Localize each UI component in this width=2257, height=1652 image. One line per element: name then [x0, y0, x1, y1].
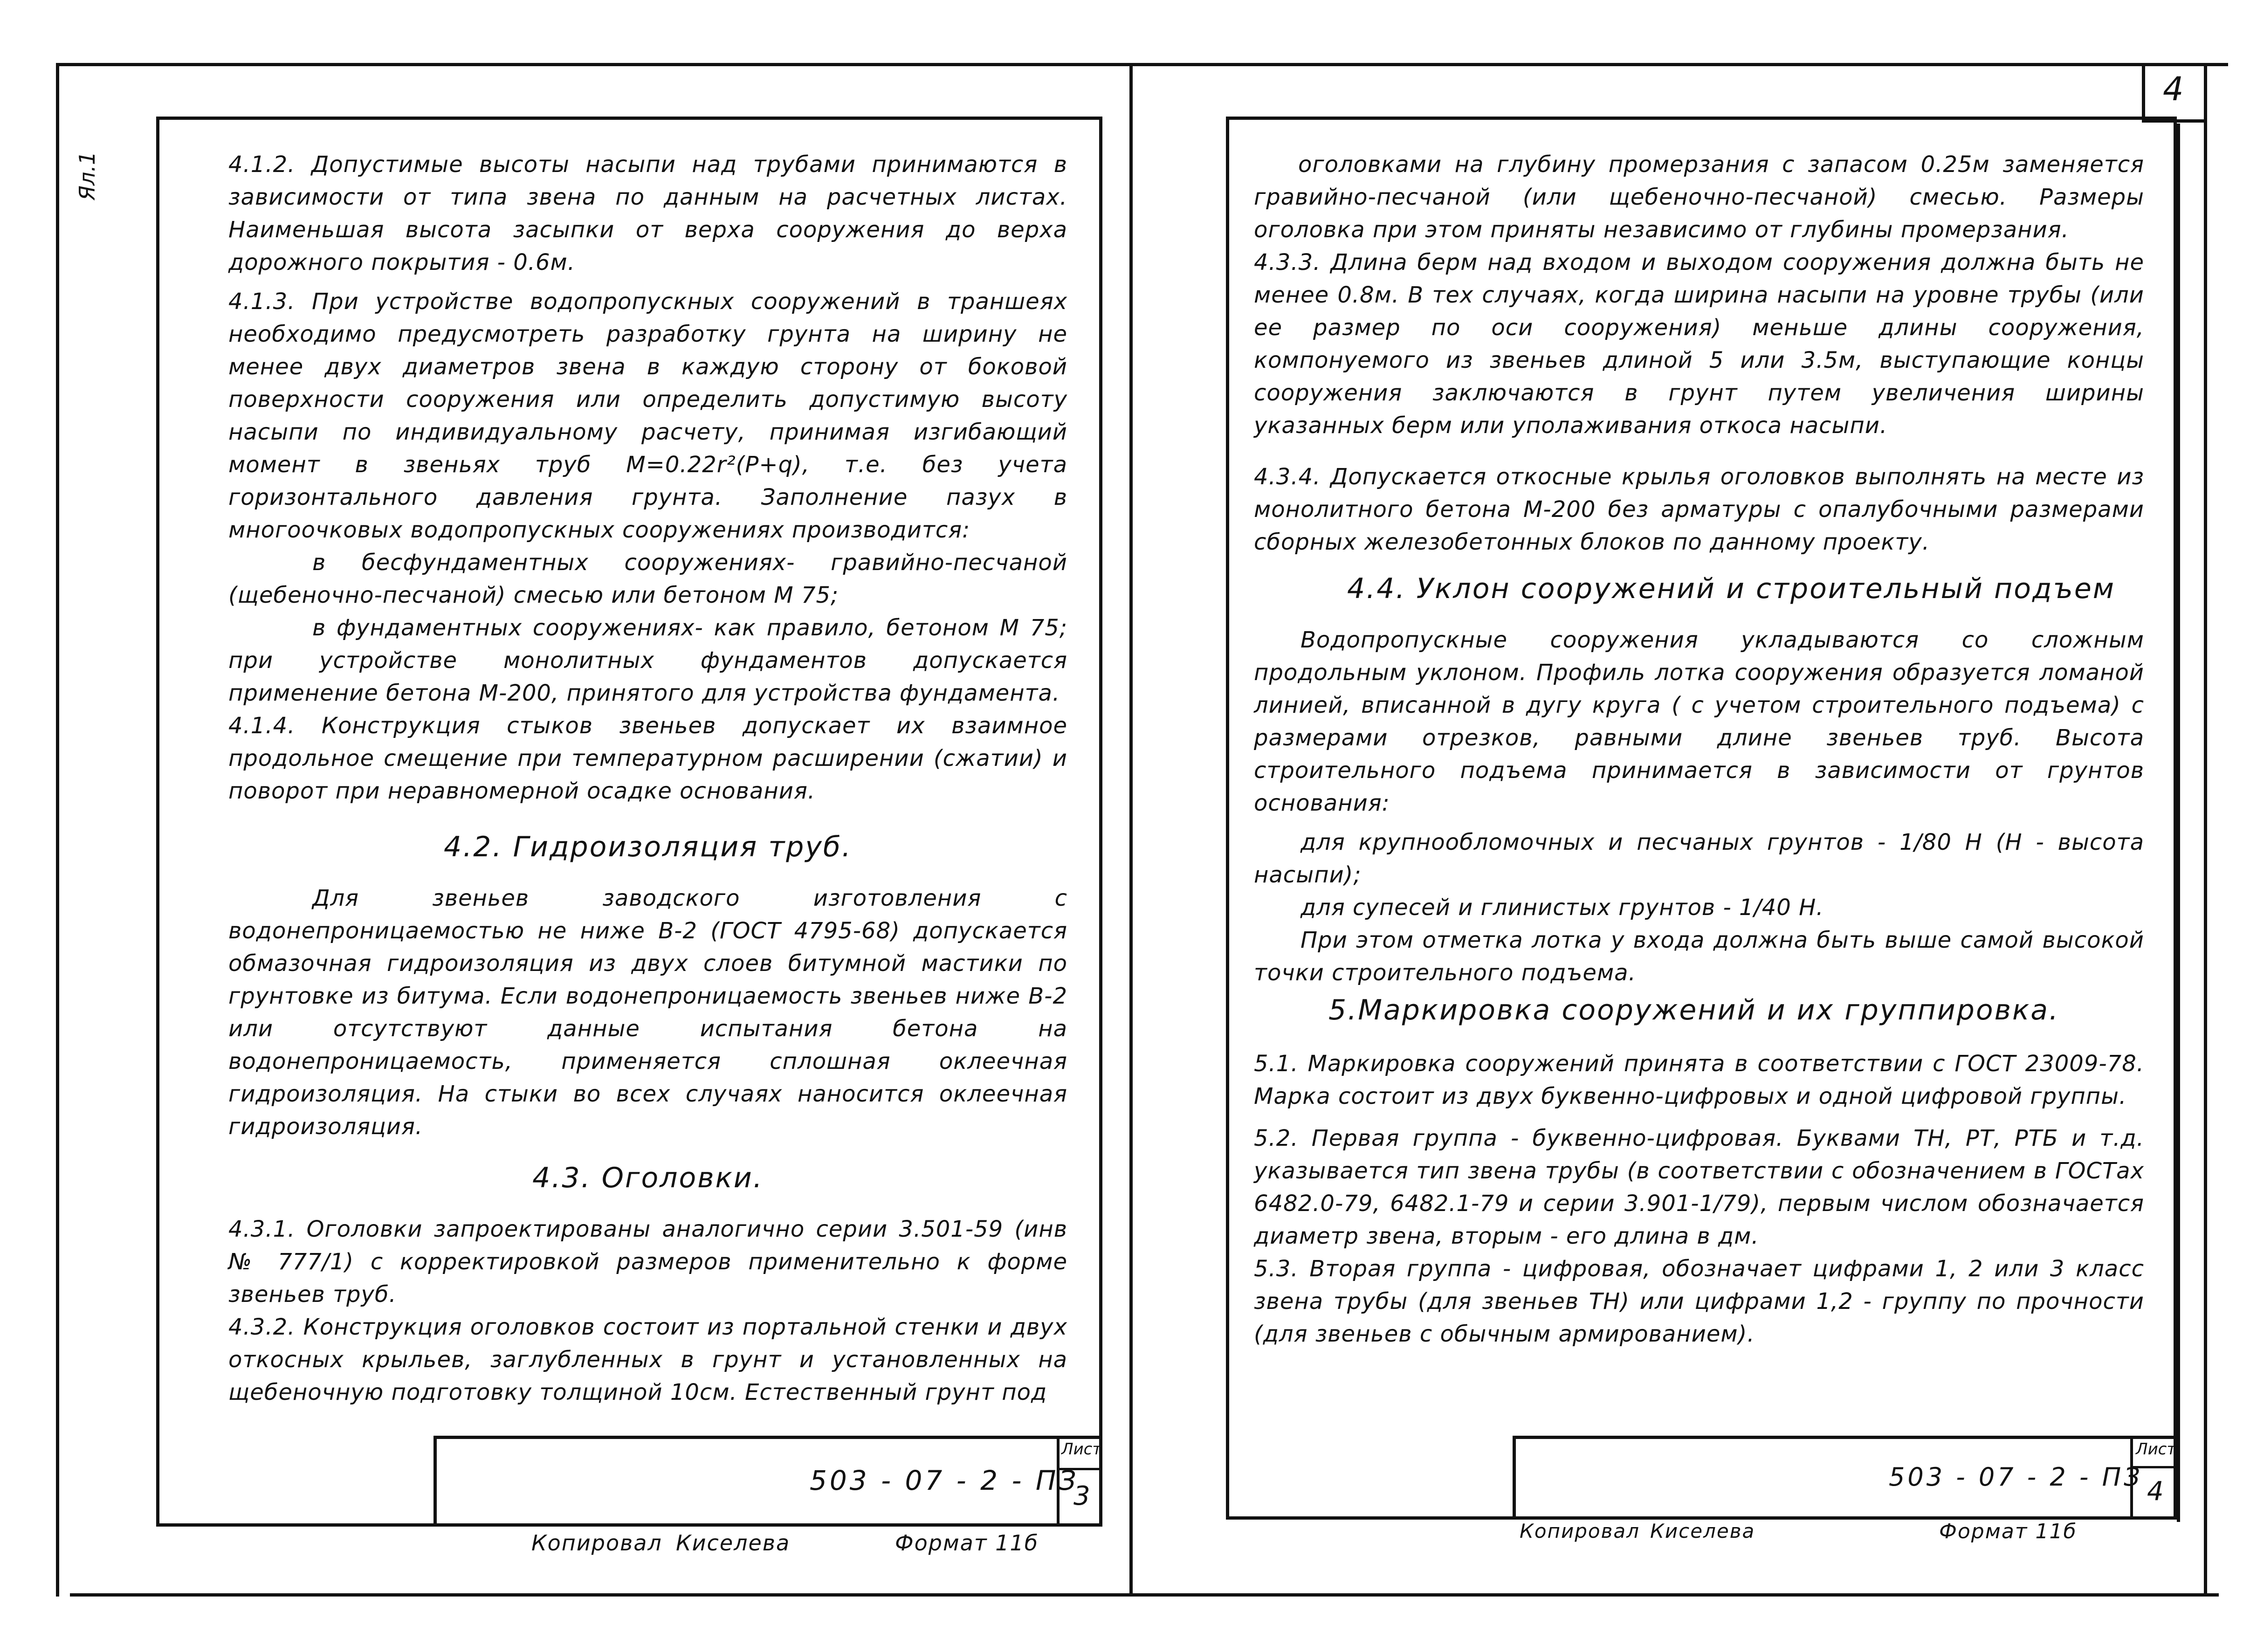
left-footer-copied: Копировал [531, 1530, 662, 1556]
left-footer-format: Формат 11б [895, 1530, 1039, 1556]
right-footer-copied: Копировал [1520, 1520, 1640, 1542]
para-4-3-3: 4.3.3. Длина берм над входом и выходом сооружения должна быть не менее 0.8м. В тех случаях, когда ширина насыпи на уровне трубы (или ее размер по оси сооружения) меньше длины сооружения, компонуемого из звеньев длиной 5 или 3.5м, выступающие концы сооружения заключаются в грунт путем увеличения ширины указанных берм или уполаживания откоса насыпи. [1254, 249, 2144, 439]
side-mark: Ял.1 [75, 151, 100, 200]
left-title-stamp [434, 1436, 1102, 1527]
outer-left-border [56, 63, 59, 1597]
left-sheet-number: 3 [1073, 1481, 1090, 1511]
right-stamp-code: 503 - 07 - 2 - ПЗ [1889, 1462, 2143, 1492]
right-sheet-label: Лист [2136, 1440, 2176, 1459]
left-stamp-code: 503 - 07 - 2 - ПЗ [810, 1465, 1079, 1496]
right-footer-format: Формат 11б [1939, 1520, 2077, 1543]
para-4-1-3: 4.1.3. При устройстве водопропускных сооружений в траншеях необходимо предусмотреть разработку грунта на ширину не менее двух диаметров звена в каждую сторону от боковой поверхности сооружения или определить допустимую высоту насыпи по индивидуальному расчету, принимая изгибающий момент в звеньях труб М=0.22r²(P+q), т.е. без учета горизонтального давления грунта. Заполнение пазух в многоочковых водопропускных сооружениях производится: [228, 289, 1068, 543]
para-4-1-2: 4.1.2. Допустимые высоты насыпи над трубами принимаются в зависимости от типа звена по данным на расчетных листах. Наименьшая высота засыпки от верха сооружения до верха дорожного покрытия - 0.6м. [228, 151, 1067, 275]
heading-4-3: 4.3. Оголовки. [532, 1162, 764, 1194]
right-sheet-divider [2133, 1466, 2177, 1468]
heading-4-4: 4.4. Уклон сооружений и строительный подъем [1347, 572, 2116, 605]
para-4-3-4: 4.3.4. Допускается откосные крылья оголовков выполнять на месте из монолитного бетона М-200 без арматуры с опалубочными размерами сборных железобетонных блоков по данному проекту. [1254, 464, 2144, 555]
outer-top-border [56, 63, 2228, 66]
left-text-block [228, 148, 1067, 1409]
heading-4-2: 4.2. Гидроизоляция труб. [444, 831, 852, 863]
right-title-stamp [1513, 1436, 2177, 1520]
para-5-1: 5.1. Маркировка сооружений принята в соответствии с ГОСТ 23009-78. Марка состоит из двух буквенно-цифровых и одной цифровой группы. [1254, 1051, 2144, 1109]
right-text-block [1254, 148, 2144, 1350]
corner-sheet-number: 4 [2163, 70, 2184, 108]
para-4-3-1: 4.3.1. Оголовки запроектированы аналогично серии 3.501-59 (инв № 777/1) с корректировкой размеров применительно к форме звеньев труб. [228, 1216, 1067, 1308]
para-4-2: Для звеньев заводского изготовления с водонепроницаемостью не ниже В-2 (ГОСТ 4795-68) допускается обмазочная гидроизоляция из двух слоев битумной мастики по грунтовке из битума. Если водонепроницаемость звеньев ниже В-2 или отсутствуют данные испытания бетона на водонепроницаемость, применяется сплошная оклеечная гидроизоляция. На стыки во всех случаях наносится оклеечная гидроизоляция. [228, 885, 1067, 1140]
para-4-1-3-b: в фундаментных сооружениях- как правило, бетоном М 75; при устройстве монолитных фундаментов допускается применение бетона М-200, принятого для устройства фундамента. [228, 615, 1067, 706]
para-4-1-4: 4.1.4. Конструкция стыков звеньев допускает их взаимное продольное смещение при температурном расширении (сжатии) и поворот при неравномерной осадке основания. [228, 713, 1067, 804]
page-divider [1129, 63, 1133, 1597]
outer-bottom-border [70, 1593, 2219, 1597]
left-sheet-label: Лист [1061, 1440, 1102, 1459]
para-4-4: Водопропускные сооружения укладываются со сложным продольным уклоном. Профиль лотка сооружения образуется ломаной линией, вписанной в дугу круга ( с учетом строительного подъема) с размерами отрезков, равными длине звеньев труб. Высота строительного подъема принимается в зависимости от грунтов основания: [1254, 627, 2144, 816]
para-4-4-c: При этом отметка лотка у входа должна быть выше самой высокой точки строительного подъема. [1254, 927, 2144, 986]
left-footer-name: Киселева [676, 1530, 791, 1556]
right-footer-name: Киселева [1650, 1520, 1755, 1542]
outer-right-border [2204, 63, 2207, 1597]
right-frame-shadow [2177, 124, 2180, 1522]
left-sheet-divider [1060, 1468, 1102, 1470]
right-sheet-number: 4 [2147, 1476, 2164, 1507]
para-4-1-3-a: в бесфундаментных сооружениях- гравийно-песчаной (щебеночно-песчаной) смесью или бетоном М 75; [228, 550, 1067, 608]
para-5-2: 5.2. Первая группа - буквенно-цифровая. Буквами ТН, РТ, РТБ и т.д. указывается тип звена трубы (в соответствии с обозначением в ГОСТах 6482.0-79, 6482.1-79 и серии 3.901-1/79), первым числом обозначается диаметр звена, вторым - его длина в дм. [1254, 1125, 2144, 1249]
para-4-3-2: 4.3.2. Конструкция оголовков состоит из портальной стенки и двух откосных крыльев, заглубленных в грунт и установленных на щебеночную подготовку толщиной 10см. Естественный грунт под [228, 1314, 1067, 1405]
para-4-4-b: для супесей и глинистых грунтов - 1/40 Н. [1301, 895, 1824, 921]
right-sheet-cell [2130, 1439, 2177, 1520]
para-5-3: 5.3. Вторая группа - цифровая, обозначает цифрами 1, 2 или 3 класс звена трубы (для звеньев ТН) или цифрами 1,2 - группу по прочности (для звеньев с обычным армированием). [1254, 1256, 2144, 1347]
left-sheet-cell [1057, 1439, 1102, 1527]
para-4-4-a: для крупнообломочных и песчаных грунтов - 1/80 Н (Н - высота насыпи); [1254, 829, 2144, 888]
para-4-3-2-cont: оголовками на глубину промерзания с запасом 0.25м заменяется гравийно-песчаной (или щебеночно-песчаной) смесью. Размеры оголовка при этом приняты независимо от глубины промерзания. [1254, 151, 2144, 243]
heading-5: 5.Маркировка сооружений и их группировка. [1328, 994, 2060, 1026]
